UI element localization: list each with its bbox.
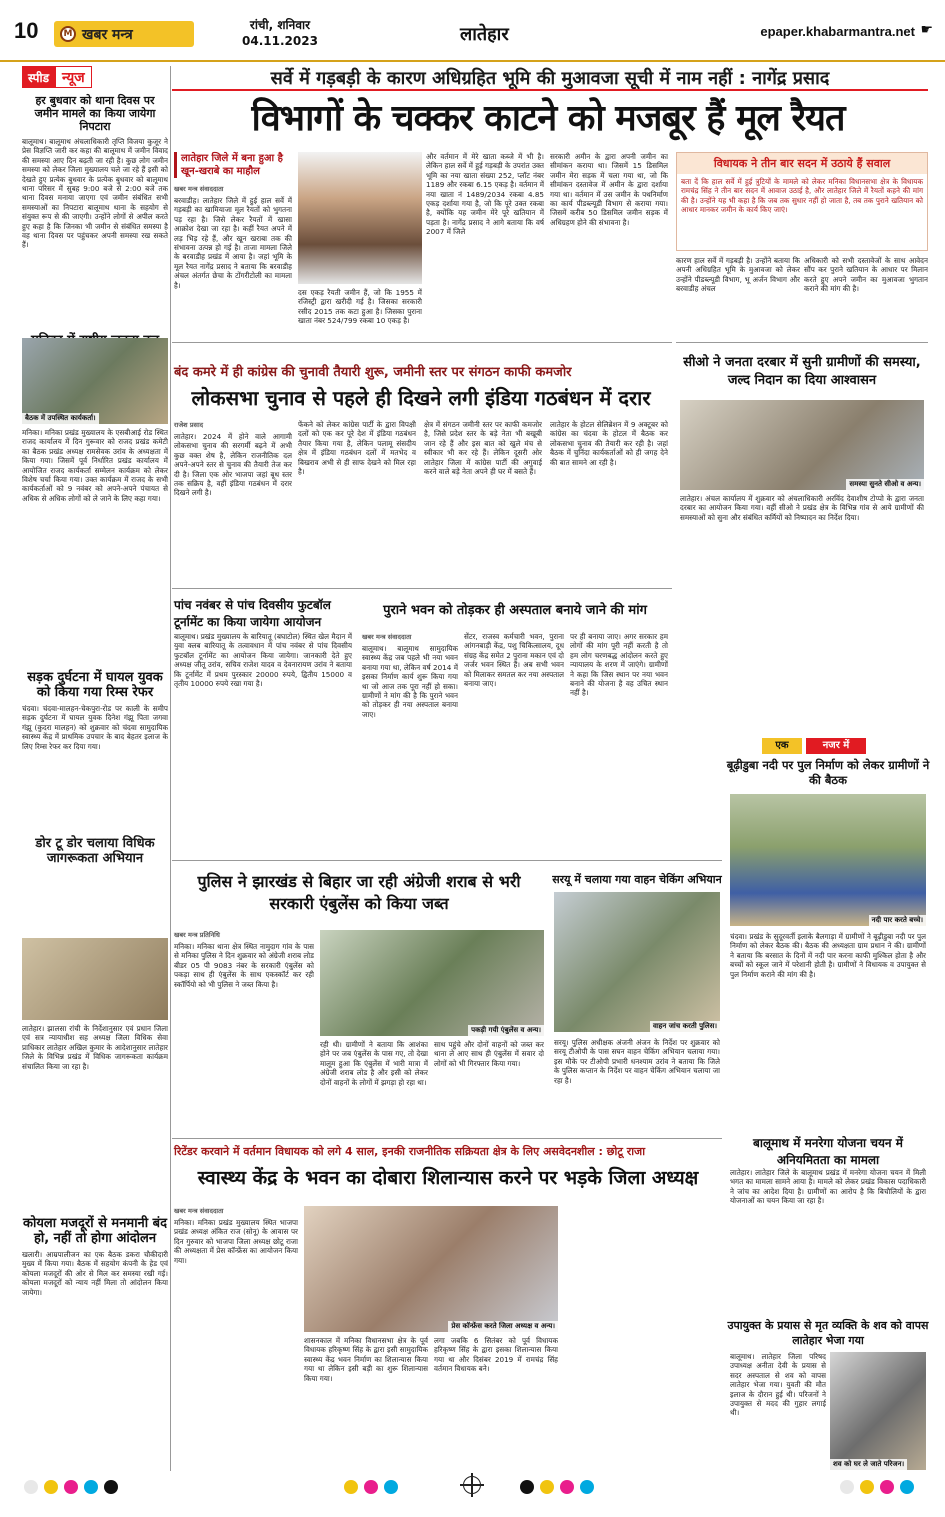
ambulance-col-3	[434, 1040, 544, 1132]
lead-column-6	[804, 256, 928, 330]
divider	[172, 860, 722, 861]
health-byline: खबर मन्त्र संवाददाता	[174, 1207, 224, 1215]
reg-dot	[344, 1480, 358, 1494]
hospital-col-3	[570, 632, 668, 844]
mla-box-text: बता दें कि हाल सर्वे में हुई त्रुटियों के मामले को लेकर मनिका विधानसभा क्षेत्र के विधायक रामचंद्र सिंह ने तीन बार सदन में आवाज उठाई है, और लातेहार जिले में रैयतों कहने की मांग की है। उन्होंने यह भी कहा है कि जब तक सुधार नहीं हो जाता है, तब तक पुराने खतियान को आधार मानकर जमीन के कार्य किए जाएं।	[681, 177, 923, 215]
reg-dot	[540, 1480, 554, 1494]
press-conference-photo	[304, 1206, 558, 1332]
divider	[172, 588, 672, 589]
reg-dot	[860, 1480, 874, 1494]
reg-dot	[24, 1480, 38, 1494]
health-col-1	[174, 1206, 298, 1468]
body-return-photo	[830, 1352, 926, 1470]
congress-text-3: क्षेत्र में संगठन जमीनी स्तर पर काफी कमजोर है, जिसे प्रदेश स्तर के बड़े नेता भी बखूबी जान रहे हैं और इस बात को खुले मंच से स्वीकार भी कर रहे हैं। लेकिन दूसरी ओर लातेहार जिला में कांग्रेस पार्टी की अगुवाई करने वाले बड़े नेता अपने ही घर में बसते हैं।	[424, 420, 542, 477]
crosshair-registration-icon	[463, 1476, 481, 1494]
section-title: लातेहार	[460, 24, 509, 45]
reg-dot	[104, 1480, 118, 1494]
photo-caption: शव को घर ले जाते परिजन।	[830, 1459, 907, 1470]
ambulance-photo	[320, 930, 544, 1036]
congress-col-4	[550, 420, 668, 584]
hospital-byline: खबर मन्त्र संवाददाता	[362, 633, 412, 641]
congress-text-1: लातेहार। 2024 में होने वाले आगामी लोकसभा चुनाव की सरगर्मी बढ़ने में अभी कुछ वक्त शेष है, लेकिन राजनीतिक दल अपने-अपने स्तर से चुनाव की तैयारी तेज कर दी है। जिला एक ओर भाजपा जहां बूथ स्तर तक सक्रिय है, वहीं इंडिया गठबंधन में दरार दिखने लगी है।	[174, 432, 292, 498]
football-text: बालूमाथ। प्रखंड मुख्यालय के बारियातू (बघाटोल) स्थित खेल मैदान में युवा क्लब बारियातू के तत्वावधान में पांच नवंबर से पांच दिवसीय फुटबॉल टूर्नामेंट का आयोजन किया जायेगा। जानकारी देते हुए अध्यक्ष जीतू उरांव, सचिव राजेश यादव व देवनारायण उरांव ने बताया कि टूर्नामेंट में प्रथम पुरस्कार 20000 रुपये, द्वितीय 15000 व तृतीय 10000 रुपये रखा गया है।	[174, 632, 352, 689]
headline-road-accident: सड़क दुर्घटना में घायल युवक को किया गया रिम्स रेफर	[27, 670, 163, 700]
speed-label: स्पीड	[22, 66, 55, 88]
football-headline: पांच नवंबर से पांच दिवसीय फुटबॉल टूर्नामेंट का किया जायेगा आयोजन	[174, 598, 331, 629]
lead-strapline: सर्वे में गड़बड़ी के कारण अधिग्रहित भूमि की मुआवजा सूची में नाम नहीं : नागेंद्र प्रसाद	[270, 68, 830, 89]
ambulance-col-2	[320, 1040, 428, 1132]
speed-news-tag	[22, 66, 168, 88]
photo-caption: वाहन जांच करती पुलिस।	[650, 1021, 720, 1032]
sarayu-headline: सरयू में चलाया गया वाहन चेकिंग अभियान	[552, 873, 722, 886]
photo-caption: नदी पार करते बच्चे।	[869, 915, 926, 926]
congress-text-2: फेंकने को लेकर कांग्रेस पार्टी के द्वारा विपक्षी दलों को एक कर पूरे देश में इंडिया गठबंधन तैयार किया गया है, लेकिन पलामू संसदीय क्षेत्र में इंडिया गठबंधन दलों में मतभेद व बिखराव अभी से ही साफ देखने को मिल रहा है।	[298, 420, 416, 477]
headline-thana-diwas: हर बुधवार को थाना दिवस पर जमीन मामले का किया जायेगा निपटारा	[34, 94, 156, 133]
article-coal-workers: खलारी। आम्रपालीजन का एक बैठक डकरा चौकीदारी मुख्य में किया गया। बैठक में सहयोग कंपनी के हेड एवं कोयला मजदूरों की ओर से मिल कर समस्या रखी गई। कोयला मजदूरों को न्याय नहीं मिला तो आंदोलन किया जायेगा।	[22, 1250, 168, 1297]
issue-date: 04.11.2023	[242, 34, 318, 48]
photo-caption: बैठक में उपस्थित कार्यकर्ता।	[22, 413, 99, 424]
divider	[172, 1138, 722, 1139]
health-headline: स्वास्थ्य केंद्र के भवन का दोबारा शिलान्यास करने पर भड़के जिला अध्यक्ष	[197, 1167, 699, 1189]
lead-kicker: लातेहार जिले में बना हुआ है खून-खराबे का माहौल	[174, 152, 292, 178]
congress-col-2	[298, 420, 416, 584]
reg-dot	[520, 1480, 534, 1494]
river-text: चंदवा। प्रखंड के सुदूरवर्ती इलाके बैलगाड़ा में ग्रामीणों ने बूढ़ीडुबा नदी पर पुल निर्माण को लेकर बैठक की। बैठक की अध्यक्षता ग्राम प्रधान ने की। ग्रामीणों ने बताया कि बरसात के दिनों में नदी पार करना काफी मुश्किल होता है और बच्चों को स्कूल जाने में परेशानी होती है। ग्रामीणों ने विधायक व उपायुक्त से पुल निर्माण कराने की मांग की है।	[730, 932, 926, 979]
health-strapline: रिटेंडर करवाने में वर्तमान विधायक को लगे 4 साल, इनकी राजनीतिक सक्रियता क्षेत्र के लिए असवेदनशील : छोटू राजा	[174, 1145, 646, 1158]
photo-caption: प्रेस कॉन्फ्रेंस करते जिला अध्यक्ष व अन्य।	[448, 1321, 558, 1332]
reg-dot	[364, 1480, 378, 1494]
reg-dot	[840, 1480, 854, 1494]
congress-text-4: लातेहार के होटल सेलिब्रेशन में 9 अक्टूबर को कांग्रेस का चंदवा के होटल में बैठक कर लोकसभा चुनाव की तैयारी कर रही है। जहां बैठक में चुनिंदा कार्यकर्ताओं को ही जगह देने की बात सामने आ रही है।	[550, 420, 668, 467]
lead-text-3: और वर्तमान में मेरे खाता कब्जे में भी है। लेकिन हाल सर्वे में हुई गड़बड़ी के उपरांत उक्त भूमि का नया खाता संख्या 252, प्लॉट नंबर 1189 और रकबा 6.15 एकड़ है। वर्तमान में नया खाता नं 1489/2034 रकबा 4.85 एकड़ दर्शाया गया है, जो कि पूरे उक्त रकबा है, क्योंकि यह जमीन मेरे पूरे खतियान में पड़ता है। नागेंद्र प्रसाद ने आगे बताया कि वर्ष 2007 में जिले	[426, 152, 544, 237]
reg-dot	[560, 1480, 574, 1494]
ambulance-byline: खबर मन्त्र प्रतिनिधि	[174, 931, 220, 939]
ambulance-col-1	[174, 930, 314, 1088]
sarayu-text: सरयू। पुलिस अधीक्षक अंजनी अंजन के निर्देश पर शुक्रवार को सरयू टीओपी के पास सघन वाहन चेकिंग अभियान चलाया गया। इस मौके पर टीओपी प्रभारी धनश्याम उरांव ने बताया कि जिले के पुलिस कप्तान के निर्देश पर वाहन चेकिंग अभियान चलाया जा रहा है।	[554, 1038, 720, 1085]
ek-label: एक	[762, 738, 802, 754]
health-text-3: लगा जबकि 6 सितंबर को पूर्व विधायक हरिकृष्ण सिंह के द्वारा इसका शिलान्यास किया गया था और दिसंबर 2019 में रामचंद्र सिंह वर्तमान विधायक बने।	[434, 1336, 558, 1374]
lead-column-5	[676, 256, 800, 330]
hospital-headline: पुराने भवन को तोड़कर ही अस्पताल बनाये जाने की मांग	[383, 603, 647, 618]
divider	[172, 342, 672, 343]
river-headline: बूढ़ीडुबा नदी पर पुल निर्माण को लेकर ग्रामीणों ने की बैठक	[726, 758, 930, 787]
page-number: 10	[14, 18, 39, 43]
congress-col-3	[424, 420, 542, 584]
divider	[676, 342, 928, 343]
congress-strapline: बंद कमरे में ही कांग्रेस की चुनावी तैयारी शुरू, जमीनी स्तर पर संगठन काफी कमजोर	[174, 365, 572, 380]
column-rule	[170, 66, 171, 1471]
congress-col-1	[174, 420, 292, 584]
hospital-col-2	[464, 632, 564, 844]
reg-dot	[900, 1480, 914, 1494]
brand-name: खबर मन्त्र	[82, 26, 133, 43]
hospital-col-1	[362, 632, 458, 844]
brand-box	[54, 21, 194, 47]
congress-headline: लोकसभा चुनाव से पहले ही दिखने लगी इंडिया गठबंधन में दरार	[191, 386, 651, 410]
lead-headline: विभागों के चक्कर काटने को मजबूर हैं मूल रैयत	[251, 98, 845, 139]
dateline	[242, 17, 318, 49]
photo-caption: समस्या सुनते सीओ व अन्य।	[846, 479, 924, 490]
hospital-text-2: सेंटर, राजस्व कर्मचारी भवन, पुराना आंगनबाड़ी केंद्र, पशु चिकित्सालय, दूध संग्रह केंद्र समेत 2 पुराना मकान एवं दो जर्जर भवन स्थित हैं। अब सभी भवन को मिलाकर समतल कर नया अस्पताल बनाया जाए।	[464, 632, 564, 689]
mnrega-headline: बालूमाथ में मनरेगा योजना चयन में अनियमितता का मामला	[753, 1136, 903, 1167]
health-text-2: शासनकाल में मनिका विधानसभा क्षेत्र के पूर्व विधायक हरिकृष्ण सिंह के द्वारा इसी सामुदायिक स्वास्थ्य केंद्र भवन निर्माण का शिलान्यास किया गया था लेकिन इसी बड़ी का शुरू शिलान्यास किया गया।	[304, 1336, 428, 1383]
lead-column-3	[426, 152, 544, 338]
headline-door-to-door: डोर टू डोर चलाया विधिक जागरूकता अभियान	[35, 836, 155, 866]
article-road-accident: चंदवा। चंदवा-मालहन-चेकपुरा-रोड पर काली के समीप सड़क दुर्घटना में घायल युवक दिनेश गंझू पिता जगवा गंझू (कुदरा मालहन) को शुक्रवार को चंदवा सामुदायिक स्वास्थ्य केंद्र में प्राथमिक उपचार के बाद बेहतर इलाज के लिए रिम्स रेफर कर दिया गया।	[22, 704, 168, 751]
news-label: न्यूज	[55, 66, 92, 88]
masthead	[0, 0, 945, 62]
co-text: लातेहार। अंचल कार्यालय में शुक्रवार को अंचलाधिकारी अरविंद देवाशीष टोप्पो के द्वारा जनता दरबार का आयोजन किया गया। वहीं सीओ ने प्रखंड क्षेत्र के विभिन्न गांव से आये ग्रामीणों की समस्याओं को सुना और संबंधित कर्मियों को निष्पादन का निर्देश दिया।	[680, 494, 924, 522]
lead-column-4	[550, 152, 668, 338]
lead-text-1: बरवाडीह। लातेहार जिले में हुई हाल सर्वे में गड़बड़ी का खामियाजा मूल रैयतों को भुगतना पड़ रहा है। जिसे लेकर रैयतों में खासा आक्रोश देखा जा रहा है। कहीं रैयत अपने में लड़ भिड़ रहे हैं, और खून खराबा तक की संभावना उत्पन्न हो गई है। ताजा मामला जिले के बरवाडीह प्रखंड में आया है। जहां भूमि के मूल रैयत नागेंद्र प्रसाद ने बताया कि बरवाडीह अंचल अंतर्गत छेचा के टोंगरीटोली का मामला है।	[174, 196, 292, 290]
body-return-text: बालूमाथ। लातेहार जिला परिषद उपाध्यक्ष अनीता देवी के प्रयास से सदर अस्पताल से शव को वापस लातेहार भेजा गया। युवती की मौत इलाज के दौरान हुई थी। परिजनों ने उपायुक्त से मदद की गुहार लगाई थी।	[730, 1352, 826, 1418]
hospital-text-1: बालूमाथ। बालूमाथ सामुदायिक स्वास्थ्य केंद्र जब पहले भी नया भवन बनाया गया था, लेकिन वर्ष 2014 में इसका निर्माण कार्य शुरू किया गया था जो आज तक पूरा नहीं हो सका। ग्रामीणों ने मांग की है कि पुराने भवन को तोड़कर ही नया अस्पताल बनाया जाए।	[362, 644, 458, 719]
reg-dot	[64, 1480, 78, 1494]
divider	[172, 89, 928, 91]
pointer-hand-icon: ☛	[920, 22, 933, 38]
ambulance-text-3: साथ पहुंचे और दोनों वाहनों को जब्त कर थाना ले आए साथ ही एंबुलेंस में सवार दो लोगों को भी गिरफ्तार किया गया।	[434, 1040, 544, 1068]
ek-najar-tab	[726, 738, 930, 756]
lead-column-1	[174, 152, 292, 340]
photo-caption: पकड़ी गयी एंबुलेंस व अन्य।	[468, 1025, 544, 1036]
hospital-text-3: पर ही बनाया जाए। अगर सरकार हम लोगों की मांग पूरी नहीं करती है तो हम लोग चरणबद्ध आंदोलन करते हुए न्यायालय के शरण में जाएंगे। ग्रामीणों ने कहा कि जिस स्थान पर नया भवन बनाने की योजना है वह उचित स्थान नहीं है।	[570, 632, 668, 698]
brand-logo-icon: M	[60, 26, 76, 42]
mla-box	[676, 152, 928, 251]
legal-awareness-photo	[22, 938, 168, 1020]
congress-byline: राजेश प्रसाद	[174, 421, 204, 429]
river-photo	[730, 794, 926, 926]
health-text-1: मनिका। मनिका प्रखंड मुख्यालय स्थित भाजपा प्रखंड अध्यक्ष अंकित राज (सोनू) के आवास पर दिन गुरुवार को भाजपा जिला अध्यक्ष छोटू राजा की अध्यक्षता में प्रेस कॉन्फ्रेंस का आयोजन किया गया।	[174, 1218, 298, 1265]
reg-dot	[580, 1480, 594, 1494]
mla-box-title: विधायक ने तीन बार सदन में उठाये हैं सवाल	[677, 153, 927, 174]
article-legal-awareness: लातेहार। झालसा रांची के निर्देशानुसार एवं प्रधान जिला एवं सत्र न्यायाधीश सह अध्यक्ष जिला विधिक सेवा प्राधिकार लातेहार अखिल कुमार के आदेशानुसार लातेहार जिले के विभिन्न प्रखंड में विधिक जागरूकता कार्यक्रम संचालित किया जा रहा है।	[22, 1024, 168, 1071]
reg-dot	[84, 1480, 98, 1494]
najar-label: नजर में	[806, 738, 866, 754]
lead-byline: खबर मन्त्र संवाददाता	[174, 185, 224, 193]
body-return-headline: उपायुक्त के प्रयास से मृत व्यक्ति के शव को वापस लातेहार भेजा गया	[727, 1319, 929, 1347]
health-col-3	[434, 1336, 558, 1468]
ambulance-headline: पुलिस ने झारखंड से बिहार जा रही अंग्रेजी शराब से भरी सरकारी एंबुलेंस को किया जब्त	[197, 872, 521, 913]
nagendra-prasad-photo	[298, 152, 422, 284]
left-column-2	[22, 428, 168, 866]
lead-text-5: कारण हाल सर्वे में गड़बड़ी है। उन्होंने बताया कि अपनी अधिग्रहित भूमि के मुआवजा को लेकर उन्होंने पीडब्ल्यूडी विभाग, भू अर्जन विभाग और बरवाडीह अंचल	[676, 256, 800, 294]
mnrega-text: लातेहार। लातेहार जिले के बालूमाथ प्रखंड में मनरेगा योजना चयन में मिली भगत का मामला सामने आया है। मामले को लेकर प्रखंड विकास पदाधिकारी ने जांच का आदेश दिया है। ग्रामीणों का आरोप है कि बिचौलियों के द्वारा योजनाओं का चयन किया जा रहा है।	[730, 1168, 926, 1206]
ambulance-text-1: मनिका। मनिका थाना क्षेत्र स्थित नामुदाग गांव के पास से मनिका पुलिस ने दिन शुक्रवार को अंग्रेजी शराब लोड बीडर 05 पी 9083 नंबर के सरकारी एंबुलेंस को पकड़ा साथ ही एंबुलेंस के साथ एकस्कॉर्ट कर रही स्कॉर्पियो को भी पुलिस ने जब्त किया है।	[174, 942, 314, 989]
reg-dot	[384, 1480, 398, 1494]
co-photo	[680, 400, 924, 490]
lead-column-2	[298, 288, 422, 338]
left-column	[22, 94, 168, 363]
article-thana-diwas: बालूमाथ। बालूमाथ अंचलाधिकारी तृप्ति विजया कुजूर ने प्रेस विज्ञप्ति जारी कर कहा की बालूमाथ में जमीन विवाद की समस्या आए दिन बढ़ती जा रही है। कुछ लोग जमीन समस्या को लेकर जिला मुख्यालय चले जा रहे हैं इसी को देखते हुए प्रत्येक बुधवार के प्रत्येक बुधवार को बालूमाथ थाना परिसर में सुबह 9:00 बजे से 2:00 बजे तक थाना दिवस मनाया जाएगा एवं जमीन संबंधित सभी समस्याओं का निपटारा बालूमाथ थाना के सहयोग से संयुक्त रूप से की जाएगी। उन्होंने लोगों से अपील करते हुए कहा है कि जिनका भी जमीन से संबंधित समस्या है वह थाना दिवस पर पहुंचकर अपनी समस्या रख सकते हैं।	[22, 137, 168, 250]
article-rjd-meeting: मनिका। मनिका प्रखंड मुख्यालय के एसबीआई रोड स्थित राजद कार्यालय में दिन गुरूवार को राजद प्रखंड कमेटी का बैठक प्रखंड अध्यक्ष रामसेवक उरांव के अध्यक्षता में किया गया। जिसमें पूर्व निर्धारित प्रखंड कार्यालय में आयोजित राजद कार्यकर्ता सम्मेलन कार्यक्रम को लेकर विशेष चर्चा किया गया। उक्त कार्यक्रम में राजद के सभी कार्यकर्ताओं को 9 नवंबर को अपने-अपने पंचायत से अधिक से अधिक लोगों को ले जाने के लिए कहा गया।	[22, 428, 168, 503]
headline-coal-workers: कोयला मजदूरों से मनमानी बंद हो, नहीं तो होगा आंदोलन	[22, 1216, 167, 1246]
website-link[interactable]: epaper.khabarmantra.net	[760, 24, 915, 39]
lead-text-4: सरकारी अमीन के द्वारा अपनी जमीन का सीमांकन कराया था। जिसमें 15 डिसमिल जमीन मेरा सड़क में चला गया था, जो कि सीमांकन दस्तावेज में अमीन के द्वारा दर्शाया गया था। वर्तमान में उस जमीन के पथनिर्माण का कार्य पीडब्ल्यूडी विभाग से कराया गया। जिसमें करीब 50 डिसमिल जमीन सड़क में अधिग्रहण होने की संभावना है।	[550, 152, 668, 227]
co-headline: सीओ ने जनता दरबार में सुनी ग्रामीणों की समस्या, जल्द निदान का दिया आश्वासन	[683, 355, 921, 388]
lead-text-2: दस एकड़ रैयती जमीन हैं, जो कि 1955 में रजिस्ट्री द्वारा खरीदी गई है। जिसका सरकारी रसीद 2015 तक कटा हुआ है। जिसका पुराना खाता नंबर 524/799 रकबा 10 एकड़ है।	[298, 288, 422, 326]
city-day: रांची, शनिवार	[249, 18, 311, 32]
rjd-meeting-photo	[22, 338, 168, 424]
reg-dot	[880, 1480, 894, 1494]
left-column-3	[22, 1024, 168, 1472]
sarayu-photo	[554, 892, 720, 1032]
ambulance-text-2: रही थी। ग्रामीणों ने बताया कि आशंका होने पर जब एंबुलेंस के पास गए, तो देखा मालूम हुआ कि एंबुलेंस में भारी मात्रा में अंग्रेजी शराब लोड है और इसी को लेकर दोनों वाहनों के लोगों में झगड़ा हो रहा था।	[320, 1040, 428, 1087]
health-col-2	[304, 1336, 428, 1468]
lead-text-6: अधिकारी को सभी दस्तावेजों के साथ आवेदन सौंप कर पुराने खतियान के आधार पर मिलान करते हुए अपने जमीन का मुआवजा भुगतान कराने की मांग की है।	[804, 256, 928, 294]
reg-dot	[44, 1480, 58, 1494]
